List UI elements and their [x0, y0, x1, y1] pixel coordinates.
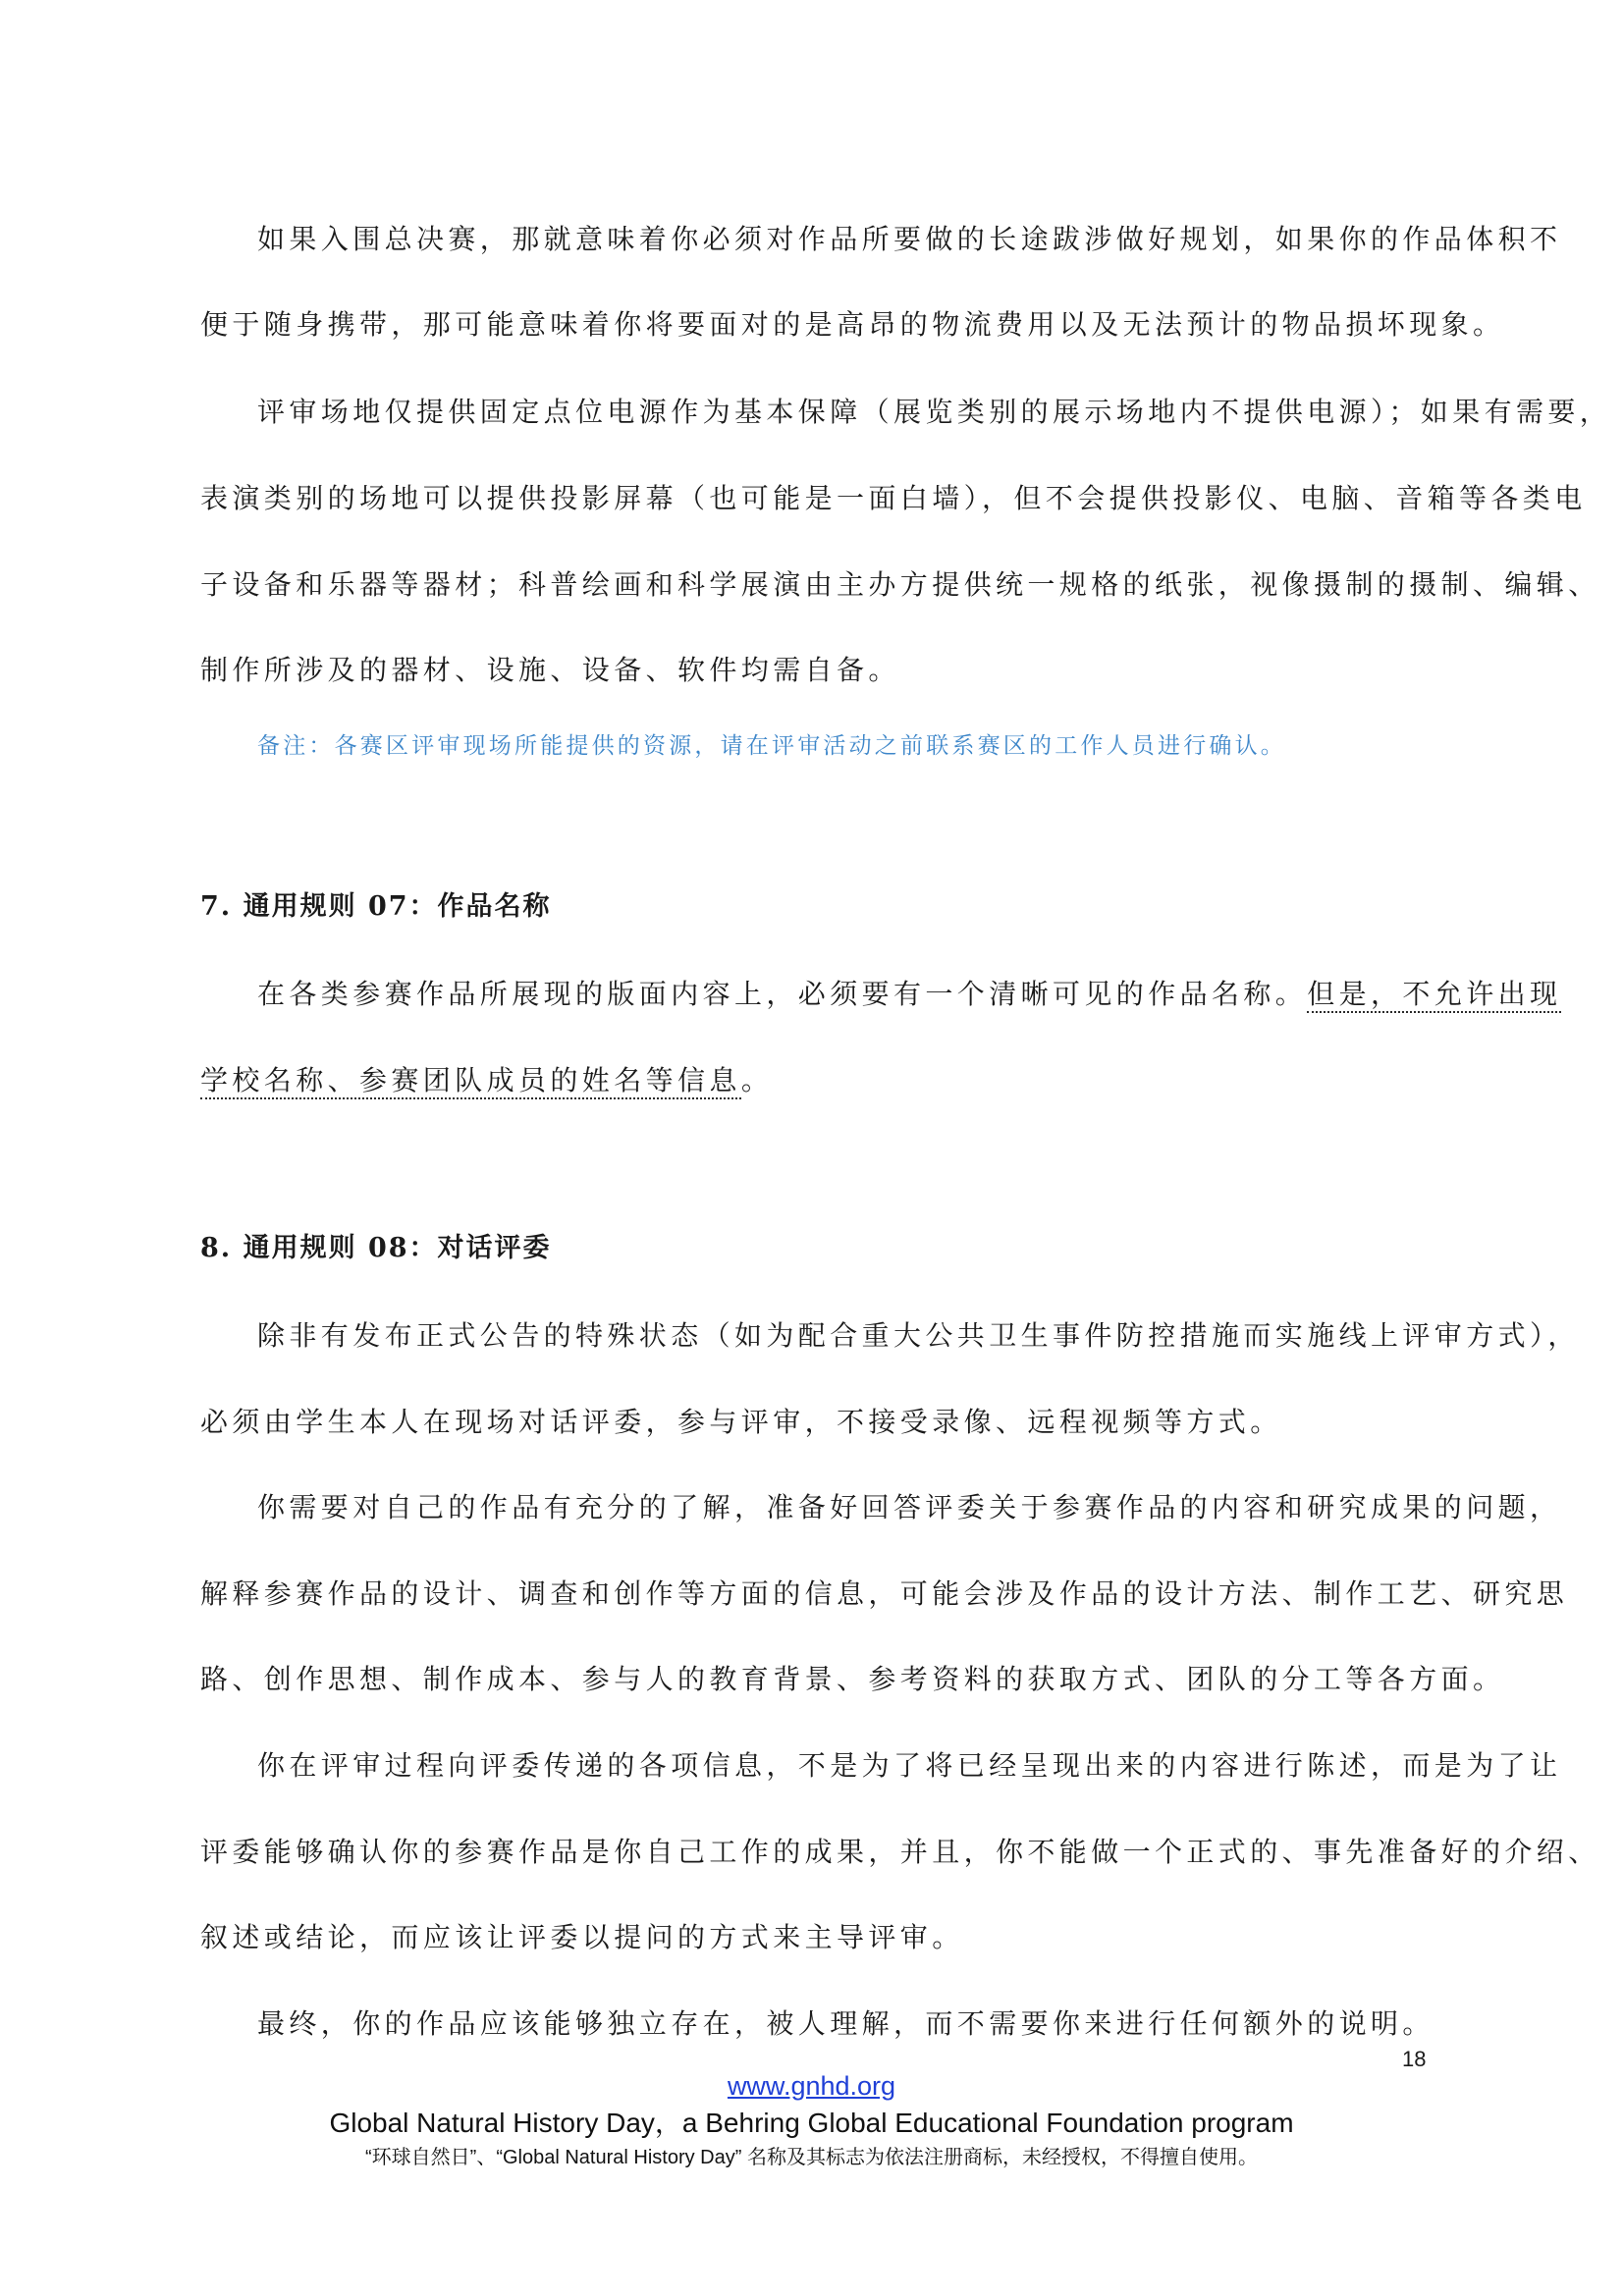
paragraph-line: 叙述或结论，而应该让评委以提问的方式来主导评审。 [200, 1921, 964, 1953]
paragraph-line: 便于随身携带，那可能意味着你将要面对的是高昂的物流费用以及无法预计的物品损坏现象。 [200, 308, 1505, 341]
paragraph-line: 你在评审过程向评委传递的各项信息，不是为了将已经呈现出来的内容进行陈述，而是为了让 [257, 1749, 1562, 1782]
footer-trademark-notice: “环球自然日”、“Global Natural History Day” 名称及其标志为依法注册商标，未经授权，不得擅自使用。 [365, 2147, 1258, 2168]
section-heading-rule-07: 7. 通用规则 07：作品名称 [200, 891, 552, 922]
paragraph-line: 如果入围总决赛，那就意味着你必须对作品所要做的长途跋涉做好规划，如果你的作品体积不 [257, 223, 1562, 255]
paragraph-line: 解释参赛作品的设计、调查和创作等方面的信息，可能会涉及作品的设计方法、制作工艺、研究思 [200, 1577, 1569, 1610]
section-heading-rule-08: 8. 通用规则 08：对话评委 [200, 1233, 552, 1263]
paragraph-line: 路、创作思想、制作成本、参与人的教育背景、参考资料的获取方式、团队的分工等各方面。 [200, 1663, 1505, 1695]
note-text: 备注：各赛区评审现场所能提供的资源，请在评审活动之前联系赛区的工作人员进行确认。 [257, 733, 1286, 759]
paragraph-line: 子设备和乐器等器材；科普绘画和科学展演由主办方提供统一规格的纸张，视像摄制的摄制、编辑、 [200, 568, 1600, 601]
paragraph-line: 必须由学生本人在现场对话评委，参与评审，不接受录像、远程视频等方式。 [200, 1406, 1282, 1438]
footer-website-link[interactable]: www.gnhd.org [727, 2071, 896, 2101]
paragraph-line: 最终，你的作品应该能够独立存在，被人理解，而不需要你来进行任何额外的说明。 [257, 2007, 1434, 2040]
paragraph-line: 表演类别的场地可以提供投影屏幕（也可能是一面白墙），但不会提供投影仪、电脑、音箱等各类电 [200, 482, 1587, 514]
highlighted-text: 学校名称、参赛团队成员的姓名等信息 [200, 1064, 741, 1099]
paragraph-text: 。 [740, 1064, 774, 1096]
paragraph-line: 除非有发布正式公告的特殊状态（如为配合重大公共卫生事件防控措施而实施线上评审方式）， [257, 1319, 1580, 1352]
paragraph-text: 在各类参赛作品所展现的版面内容上，必须要有一个清晰可见的作品名称。 [257, 978, 1308, 1010]
highlighted-text: 但是，不允许出现 [1307, 978, 1561, 1013]
paragraph-line: 评审场地仅提供固定点位电源作为基本保障（展览类别的展示场地内不提供电源）；如果有需要， [257, 396, 1612, 428]
paragraph-line: 你需要对自己的作品有充分的了解，准备好回答评委关于参赛作品的内容和研究成果的问题， [257, 1491, 1562, 1523]
paragraph-line: 制作所涉及的器材、设施、设备、软件均需自备。 [200, 654, 900, 686]
page-number: 18 [1402, 2047, 1427, 2071]
footer-tagline: Global Natural History Day，a Behring Global Educational Foundation program [329, 2108, 1294, 2138]
paragraph-line [257, 975, 1561, 1014]
paragraph-line [200, 1061, 773, 1100]
paragraph-line: 评委能够确认你的参赛作品是你自己工作的成果，并且，你不能做一个正式的、事先准备好的介绍、 [200, 1836, 1600, 1868]
